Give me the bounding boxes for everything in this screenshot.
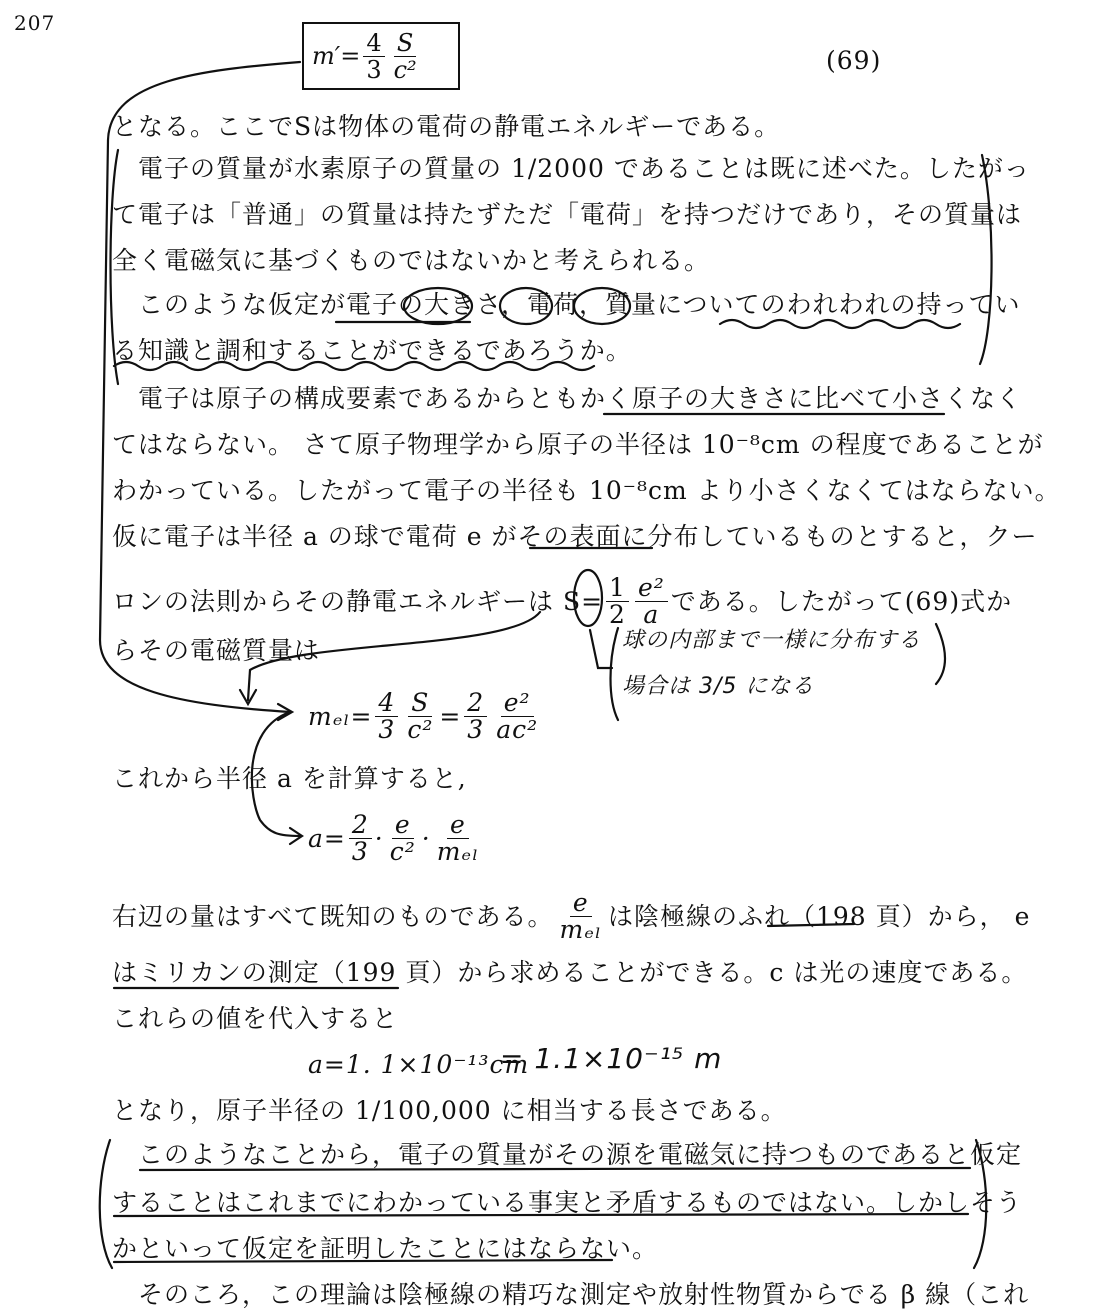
annotation-circle-charge (500, 288, 552, 324)
para3-line1: 電子は原子の構成要素であるからともかく原子の大きさに比べて小さくなく (138, 384, 1023, 413)
para2-line2: る知識と調和することができるであろうか。 (112, 336, 632, 365)
para2-line1: このような仮定が電子の大きさ，電荷，質量についてのわれわれの持ってい (138, 290, 1021, 319)
coulomb-num2: e² (635, 575, 668, 602)
handwritten-note-line2: 場合は 3/5 になる (622, 674, 815, 699)
mel-den3: 3 (467, 715, 485, 744)
line-millikan: はミリカンの測定（199 頁）から求めることができる。c は光の速度である。 (112, 958, 1028, 987)
mel-num1: 4 (375, 690, 398, 717)
para3-line3: わかっている。したがって電子の半径も 10⁻⁸cm より小さくなくてはならない。 (112, 476, 1061, 505)
annotation-underline-198 (768, 924, 854, 926)
known-text-post: は陰極線のふれ（198 頁）から， e (607, 901, 1031, 931)
eq69-num1: 4 (363, 30, 384, 57)
equation-number-69: (69) (826, 46, 882, 75)
handwritten-value: = 1.1×10⁻¹⁵ m (500, 1042, 723, 1075)
a-den3: mₑₗ (436, 837, 480, 866)
para4-line3: かといって仮定を証明したことにはならない。 (112, 1234, 659, 1263)
mel-equals: = (439, 701, 462, 731)
mel-num2: S (408, 690, 432, 717)
annotation-bracket-para4-left (100, 1140, 112, 1268)
mel-den2: c² (407, 715, 434, 744)
annotation-circle-size (404, 288, 472, 324)
known-frac-num: e (570, 890, 592, 917)
annotation-note-bracket-left (611, 628, 619, 720)
para3-line4: 仮に電子は半径 a の球で電荷 e がその表面に分布しているものとすると，クー (112, 522, 1038, 551)
equation-69-lhs: m′= (312, 42, 361, 70)
a-num3: e (447, 812, 469, 839)
para1-line3: 全く電磁気に基づくものではないかと考えられる。 (112, 246, 711, 275)
line-tonaru: となる。ここでSは物体の電荷の静電エネルギーである。 (112, 112, 781, 141)
annotation-wavy-2 (114, 362, 594, 370)
para1-line2: て電子は「普通」の質量は持たずただ「電荷」を持つだけであり，その質量は (112, 200, 1023, 229)
coulomb-den2: a (643, 600, 660, 629)
a-dot1: · (374, 823, 384, 853)
line-substitute: これらの値を代入すると (112, 1004, 399, 1033)
coulomb-den1: 2 (609, 600, 626, 629)
eq69-den2: c² (393, 55, 417, 84)
para1-line1: 電子の質量が水素原子の質量の 1/2000 であることは既に述べた。したがっ (138, 154, 1030, 183)
line-result: となり，原子半径の 1/100,000 に相当する長さである。 (112, 1096, 787, 1125)
annotation-arrow-left (100, 62, 300, 712)
annotation-arrow-a (252, 712, 300, 836)
a-den1: 3 (351, 837, 369, 866)
eq69-den1: 3 (366, 55, 382, 84)
equation-value: a=1. 1×10⁻¹³cm (308, 1050, 530, 1079)
annotation-circle-mass (574, 288, 630, 324)
coulomb-text-pre: ロンの法則からその静電エネルギーは S= (112, 586, 604, 616)
annotation-bracket-para1-left (111, 150, 119, 384)
para4-line2: することはこれまでにわかっている事実と矛盾するものではない。しかしそう (112, 1188, 1023, 1217)
a-num2: e (392, 812, 414, 839)
a-lhs: a= (308, 823, 346, 853)
handwritten-note-line1: 球の内部まで一様に分布する (622, 628, 922, 653)
mel-lhs: mₑₗ= (308, 701, 373, 731)
coulomb-num1: 1 (606, 575, 629, 602)
known-frac-den: mₑₗ (559, 915, 602, 944)
annotation-bracket-para1-right (980, 155, 992, 364)
annotation-arrow-note (590, 630, 612, 668)
mel-num3: 2 (464, 690, 487, 717)
annotation-wavy-1 (720, 320, 960, 328)
annotation-underline-para4-1 (140, 1168, 970, 1170)
annotation-bracket-para4-right (974, 1140, 986, 1268)
para3-line2: てはならない。 さて原子物理学から原子の半径は 10⁻⁸cm の程度であることが (112, 430, 1044, 459)
a-dot2: · (421, 823, 431, 853)
annotation-circle-half (574, 570, 602, 626)
known-text-pre: 右辺の量はすべて既知のものである。 (112, 901, 554, 931)
annotation-underline-para4-2 (114, 1214, 968, 1216)
a-den2: c² (389, 837, 416, 866)
para4-line1: このようなことから，電子の質量がその源を電磁気に持つものであると仮定 (138, 1140, 1023, 1169)
line-last: そのころ，この理論は陰極線の精巧な測定や放射性物質からでる β 線（これ (138, 1280, 1030, 1309)
page-number: 207 (14, 11, 56, 35)
annotation-arrow-s (248, 612, 540, 700)
line-mass: らその電磁質量は (112, 636, 321, 665)
a-num1: 2 (349, 812, 372, 839)
coulomb-text-post: である。したがって(69)式か (670, 586, 1013, 616)
annotation-underline-para4-3 (114, 1260, 612, 1262)
annotation-note-bracket-right (936, 624, 945, 684)
line-radius: これから半径 a を計算すると, (112, 764, 467, 793)
mel-den1: 3 (378, 715, 396, 744)
eq69-num2: S (394, 30, 416, 57)
mel-den4: ac² (496, 715, 539, 744)
mel-num4: e² (501, 690, 534, 717)
